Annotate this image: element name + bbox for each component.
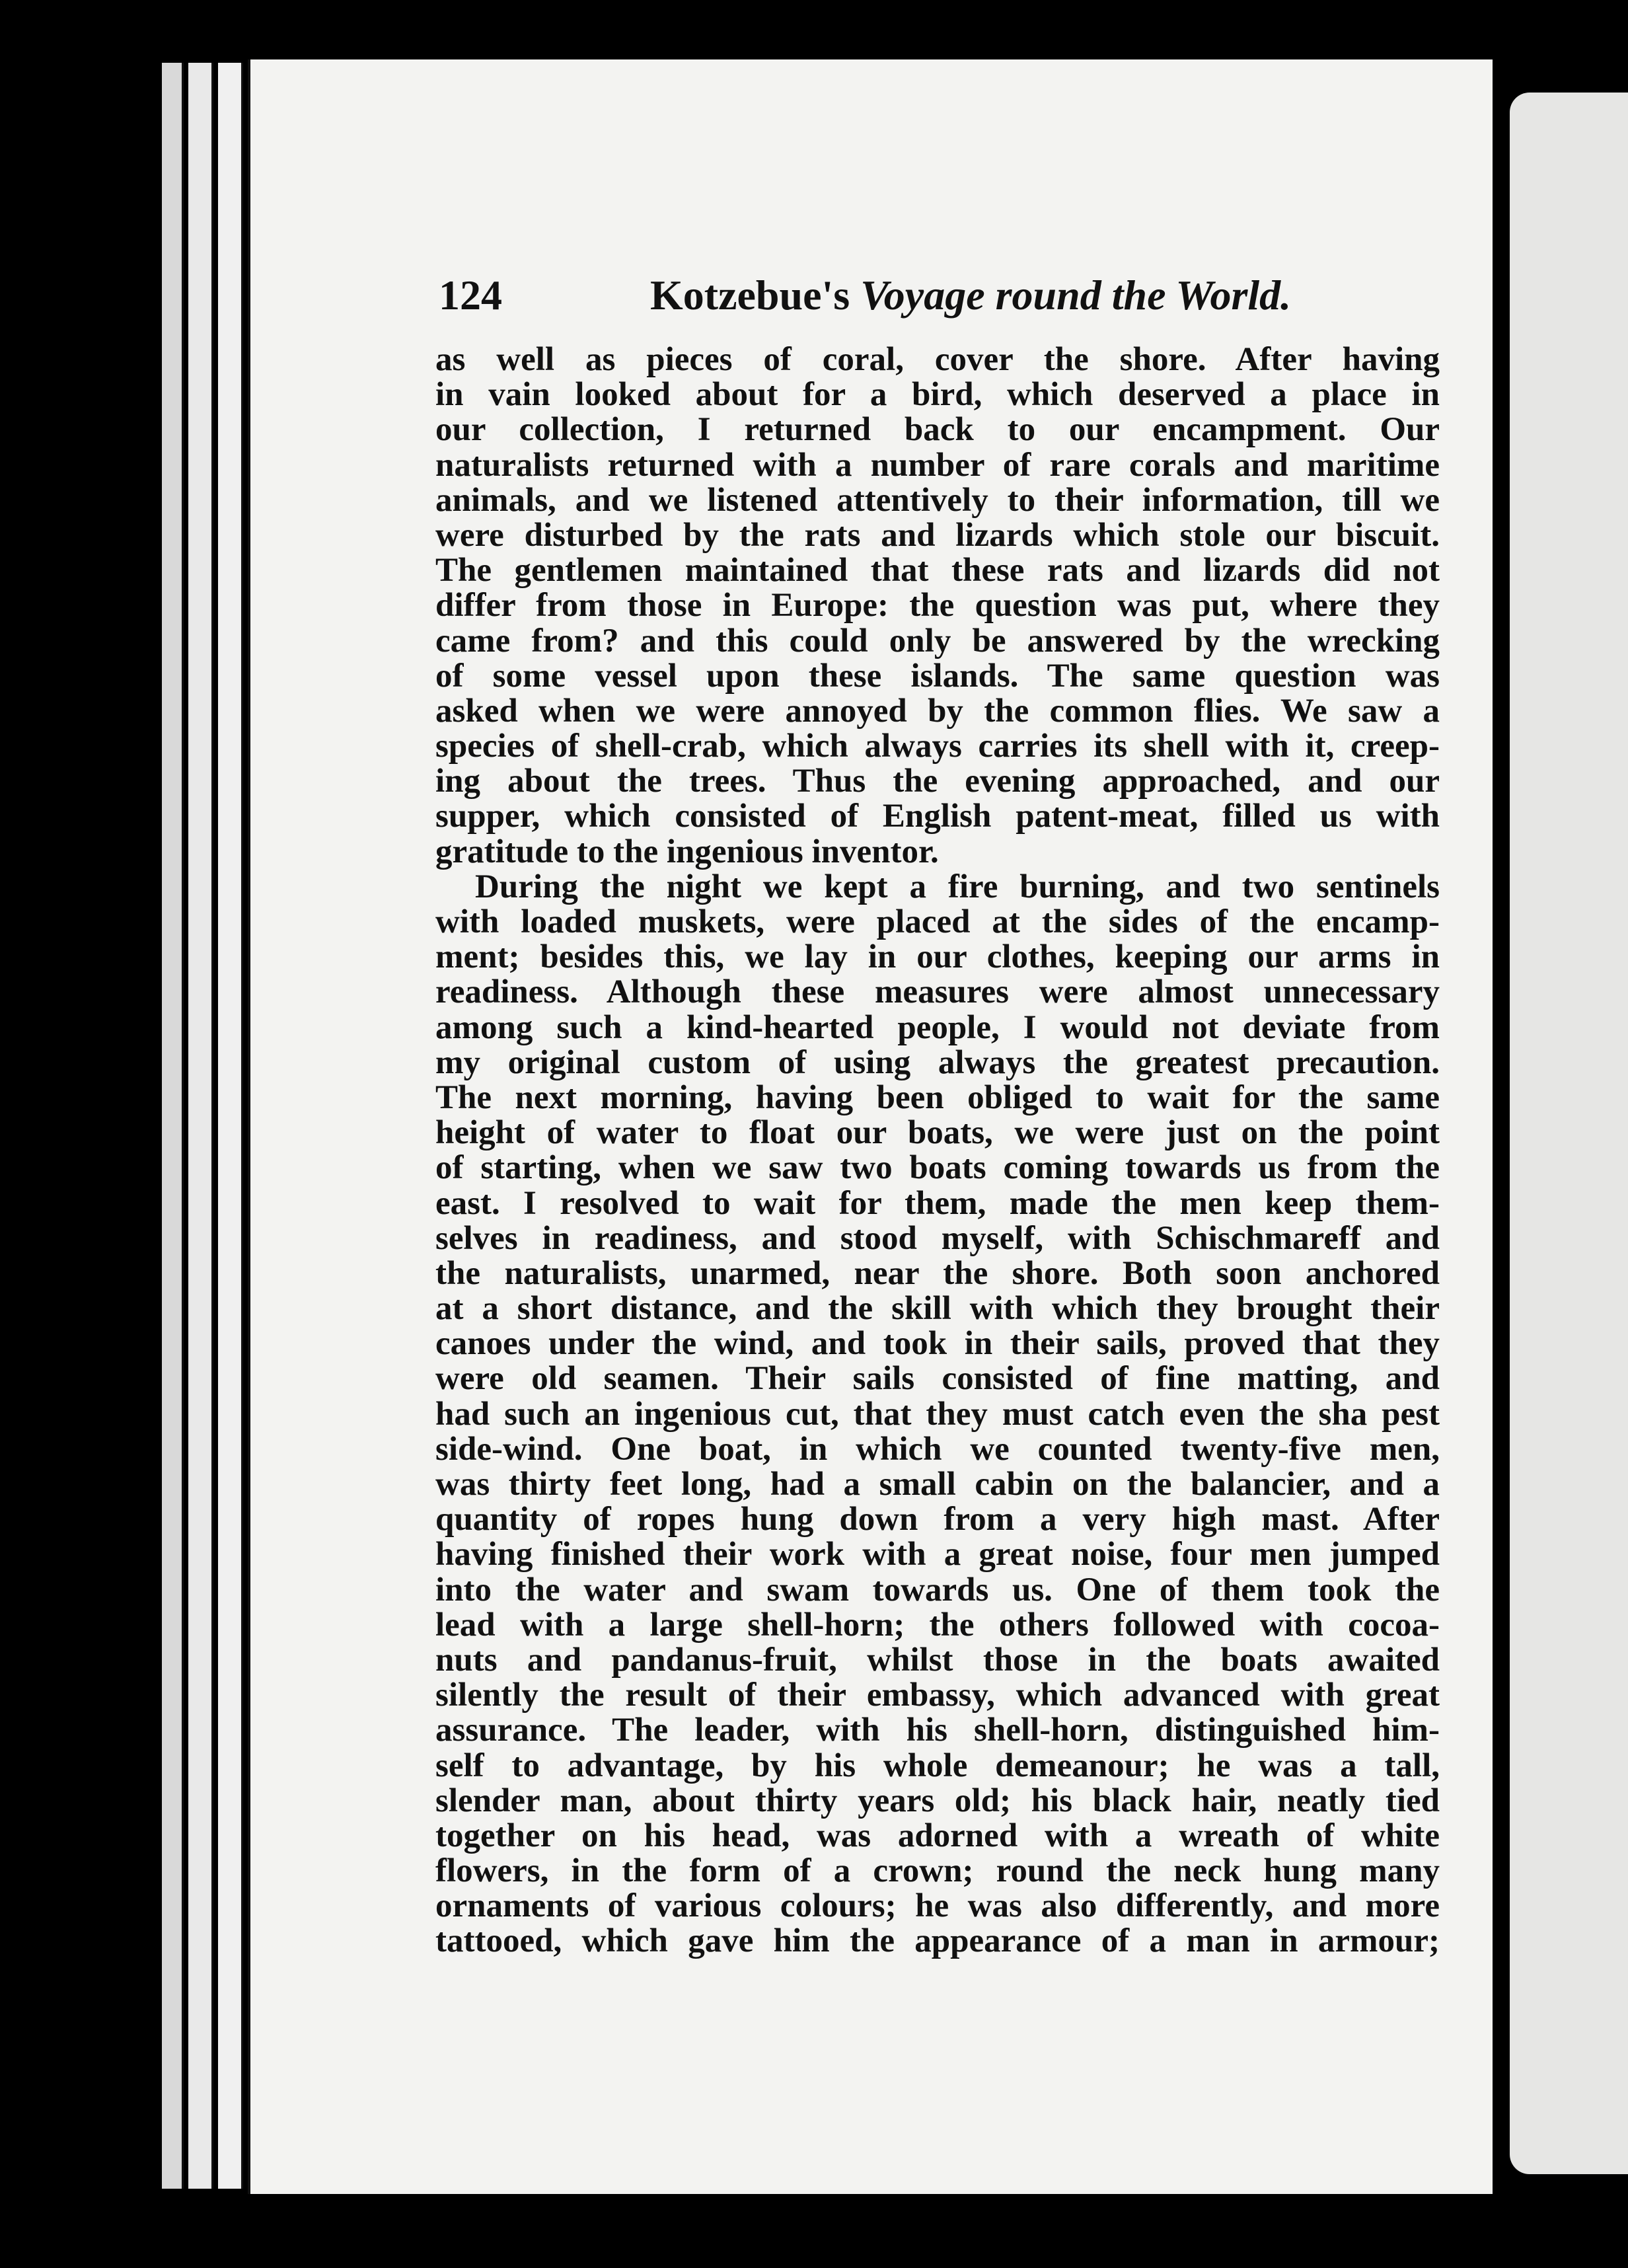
text-line	[435, 1115, 1440, 1151]
text-line-content: side-wind. One boat, in which we counted twenty-five men,	[435, 1431, 1440, 1467]
text-line-content: in vain looked about for a bird, which deserved a place in	[435, 377, 1440, 413]
text-line-content: canoes under the wind, and took in their sails, proved that they	[435, 1326, 1440, 1362]
text-line	[435, 659, 1440, 694]
text-line-content: animals, and we listened attentively to their information, till we	[435, 482, 1440, 518]
text-line	[435, 694, 1440, 729]
book-page	[248, 59, 1493, 2194]
text-line-content: of starting, when we saw two boats coming towards us from the	[435, 1151, 1440, 1186]
text-line	[435, 1819, 1440, 1854]
text-line-content: nuts and pandanus-fruit, whilst those in the boats awaited	[435, 1642, 1440, 1679]
text-line-content: differ from those in Europe: the question was put, where they	[435, 588, 1440, 624]
text-line-content: ment; besides this, we lay in our clothes, keeping our arms in	[435, 940, 1440, 975]
text-line-content: our collection, I returned back to our encampment. Our	[435, 412, 1440, 448]
text-line-content: selves in readiness, and stood myself, with Schischmareff and	[435, 1221, 1440, 1256]
text-line-content: self to advantage, by his whole demeanour; he was a tall,	[435, 1748, 1440, 1784]
text-line	[435, 1784, 1440, 1819]
text-line-content: came from? and this could only be answered by the wrecking	[435, 623, 1440, 659]
text-line	[435, 1749, 1440, 1784]
running-header	[439, 271, 1440, 330]
text-line	[435, 1256, 1440, 1291]
text-line	[435, 1854, 1440, 1889]
text-line	[435, 1080, 1440, 1115]
text-line-content: The gentlemen maintained that these rats and lizards did not	[435, 553, 1440, 589]
text-line	[435, 1432, 1440, 1467]
text-line	[435, 518, 1440, 553]
text-line	[435, 940, 1440, 975]
text-line-content: among such a kind-hearted people, I would not deviate from	[435, 1010, 1440, 1045]
text-line	[435, 483, 1440, 518]
text-line	[435, 764, 1440, 799]
text-line	[435, 1186, 1440, 1221]
text-line	[435, 588, 1440, 623]
text-line-content: readiness. Although these measures were almost unnecessary	[435, 975, 1440, 1010]
text-line-content: quantity of ropes hung down from a very high mast. After	[435, 1502, 1440, 1538]
text-line-content: species of shell-crab, which always carries its shell with it, creep-	[435, 729, 1440, 765]
text-line-content: ing about the trees. Thus the evening approached, and our	[435, 764, 1440, 800]
text-line	[435, 905, 1440, 940]
text-line-content: supper, which consisted of English patent-meat, filled us with	[435, 799, 1440, 835]
text-line	[435, 1397, 1440, 1432]
text-line-content: having finished their work with a great noise, four men jumped	[435, 1537, 1440, 1573]
text-line	[435, 1151, 1440, 1186]
text-line-content: had such an ingenious cut, that they must catch even the sha pest	[435, 1396, 1440, 1432]
text-line	[435, 624, 1440, 659]
body-text	[435, 342, 1440, 1959]
text-line-content: the naturalists, unarmed, near the shore. Both soon anchored	[435, 1256, 1440, 1292]
text-line	[435, 1221, 1440, 1256]
text-line-content: my original custom of using always the greatest precaution.	[435, 1045, 1440, 1080]
text-line	[435, 377, 1440, 412]
text-line-content: The next morning, having been obliged to wait for the same	[435, 1080, 1440, 1116]
text-line	[435, 729, 1440, 764]
text-line-content: with loaded muskets, were placed at the sides of the encamp-	[435, 905, 1440, 940]
text-line-content: were old seamen. Their sails consisted of fine matting, and	[435, 1361, 1440, 1397]
text-line	[435, 1678, 1440, 1713]
text-line-content: ornaments of various colours; he was also differently, and more	[435, 1889, 1440, 1924]
text-line-content: into the water and swam towards us. One of them took the	[435, 1572, 1440, 1608]
text-line	[435, 1467, 1440, 1502]
text-line-content: lead with a large shell-horn; the others followed with cocoa-	[435, 1607, 1440, 1643]
text-line-content: silently the result of their embassy, which advanced with great	[435, 1678, 1440, 1714]
facing-page-edge	[1510, 93, 1628, 2174]
text-line-content: east. I resolved to wait for them, made the men keep them-	[435, 1186, 1440, 1221]
text-line	[435, 835, 1440, 870]
text-line	[435, 448, 1440, 483]
text-line	[435, 1924, 1440, 1959]
text-line	[435, 1713, 1440, 1748]
text-line	[435, 1537, 1440, 1572]
text-line	[435, 1889, 1440, 1924]
running-title	[650, 271, 1291, 320]
page-edge	[188, 63, 213, 2189]
page-number: 124	[439, 272, 502, 319]
text-line	[435, 1643, 1440, 1678]
text-line	[435, 1608, 1440, 1643]
text-line-content: During the night we kept a fire burning, and two sentinels	[475, 869, 1440, 905]
text-line-content: at a short distance, and the skill with which they brought their	[435, 1291, 1440, 1327]
text-line-content: asked when we were annoyed by the common flies. We saw a	[435, 693, 1440, 730]
text-line	[435, 1010, 1440, 1045]
text-line	[435, 412, 1440, 447]
running-title-author: Kotzebue's	[650, 272, 861, 319]
text-line	[435, 1502, 1440, 1537]
text-line	[435, 799, 1440, 834]
text-line-content: of some vessel upon these islands. The same question was	[435, 658, 1440, 694]
text-line-content: as well as pieces of coral, cover the shore. After having	[435, 342, 1440, 378]
text-line	[435, 870, 1440, 905]
text-line-content: flowers, in the form of a crown; round the neck hung many	[435, 1854, 1440, 1889]
text-line-content: were disturbed by the rats and lizards which stole our biscuit.	[435, 517, 1440, 554]
text-line-content: assurance. The leader, with his shell-horn, distinguished him-	[435, 1713, 1440, 1749]
text-line	[435, 1361, 1440, 1396]
page-edge	[162, 63, 184, 2189]
text-line-content: tattooed, which gave him the appearance of a man in armour;	[435, 1924, 1440, 1959]
page-edge	[218, 63, 243, 2189]
text-line-content: naturalists returned with a number of rare corals and maritime	[435, 447, 1440, 483]
text-line-content: slender man, about thirty years old; his black hair, neatly tied	[435, 1783, 1440, 1819]
running-title-italic: Voyage round the World.	[860, 272, 1292, 319]
text-line	[435, 553, 1440, 588]
text-line-content: gratitude to the ingenious inventor.	[435, 834, 939, 870]
text-line	[435, 975, 1440, 1010]
text-line-content: height of water to float our boats, we were just on the point	[435, 1115, 1440, 1151]
text-line-content: together on his head, was adorned with a wreath of white	[435, 1818, 1440, 1854]
text-line	[435, 1573, 1440, 1608]
text-line-content: was thirty feet long, had a small cabin on the balancier, and a	[435, 1467, 1440, 1503]
text-line	[435, 1045, 1440, 1080]
text-line	[435, 342, 1440, 377]
text-line	[435, 1326, 1440, 1361]
text-line	[435, 1291, 1440, 1326]
